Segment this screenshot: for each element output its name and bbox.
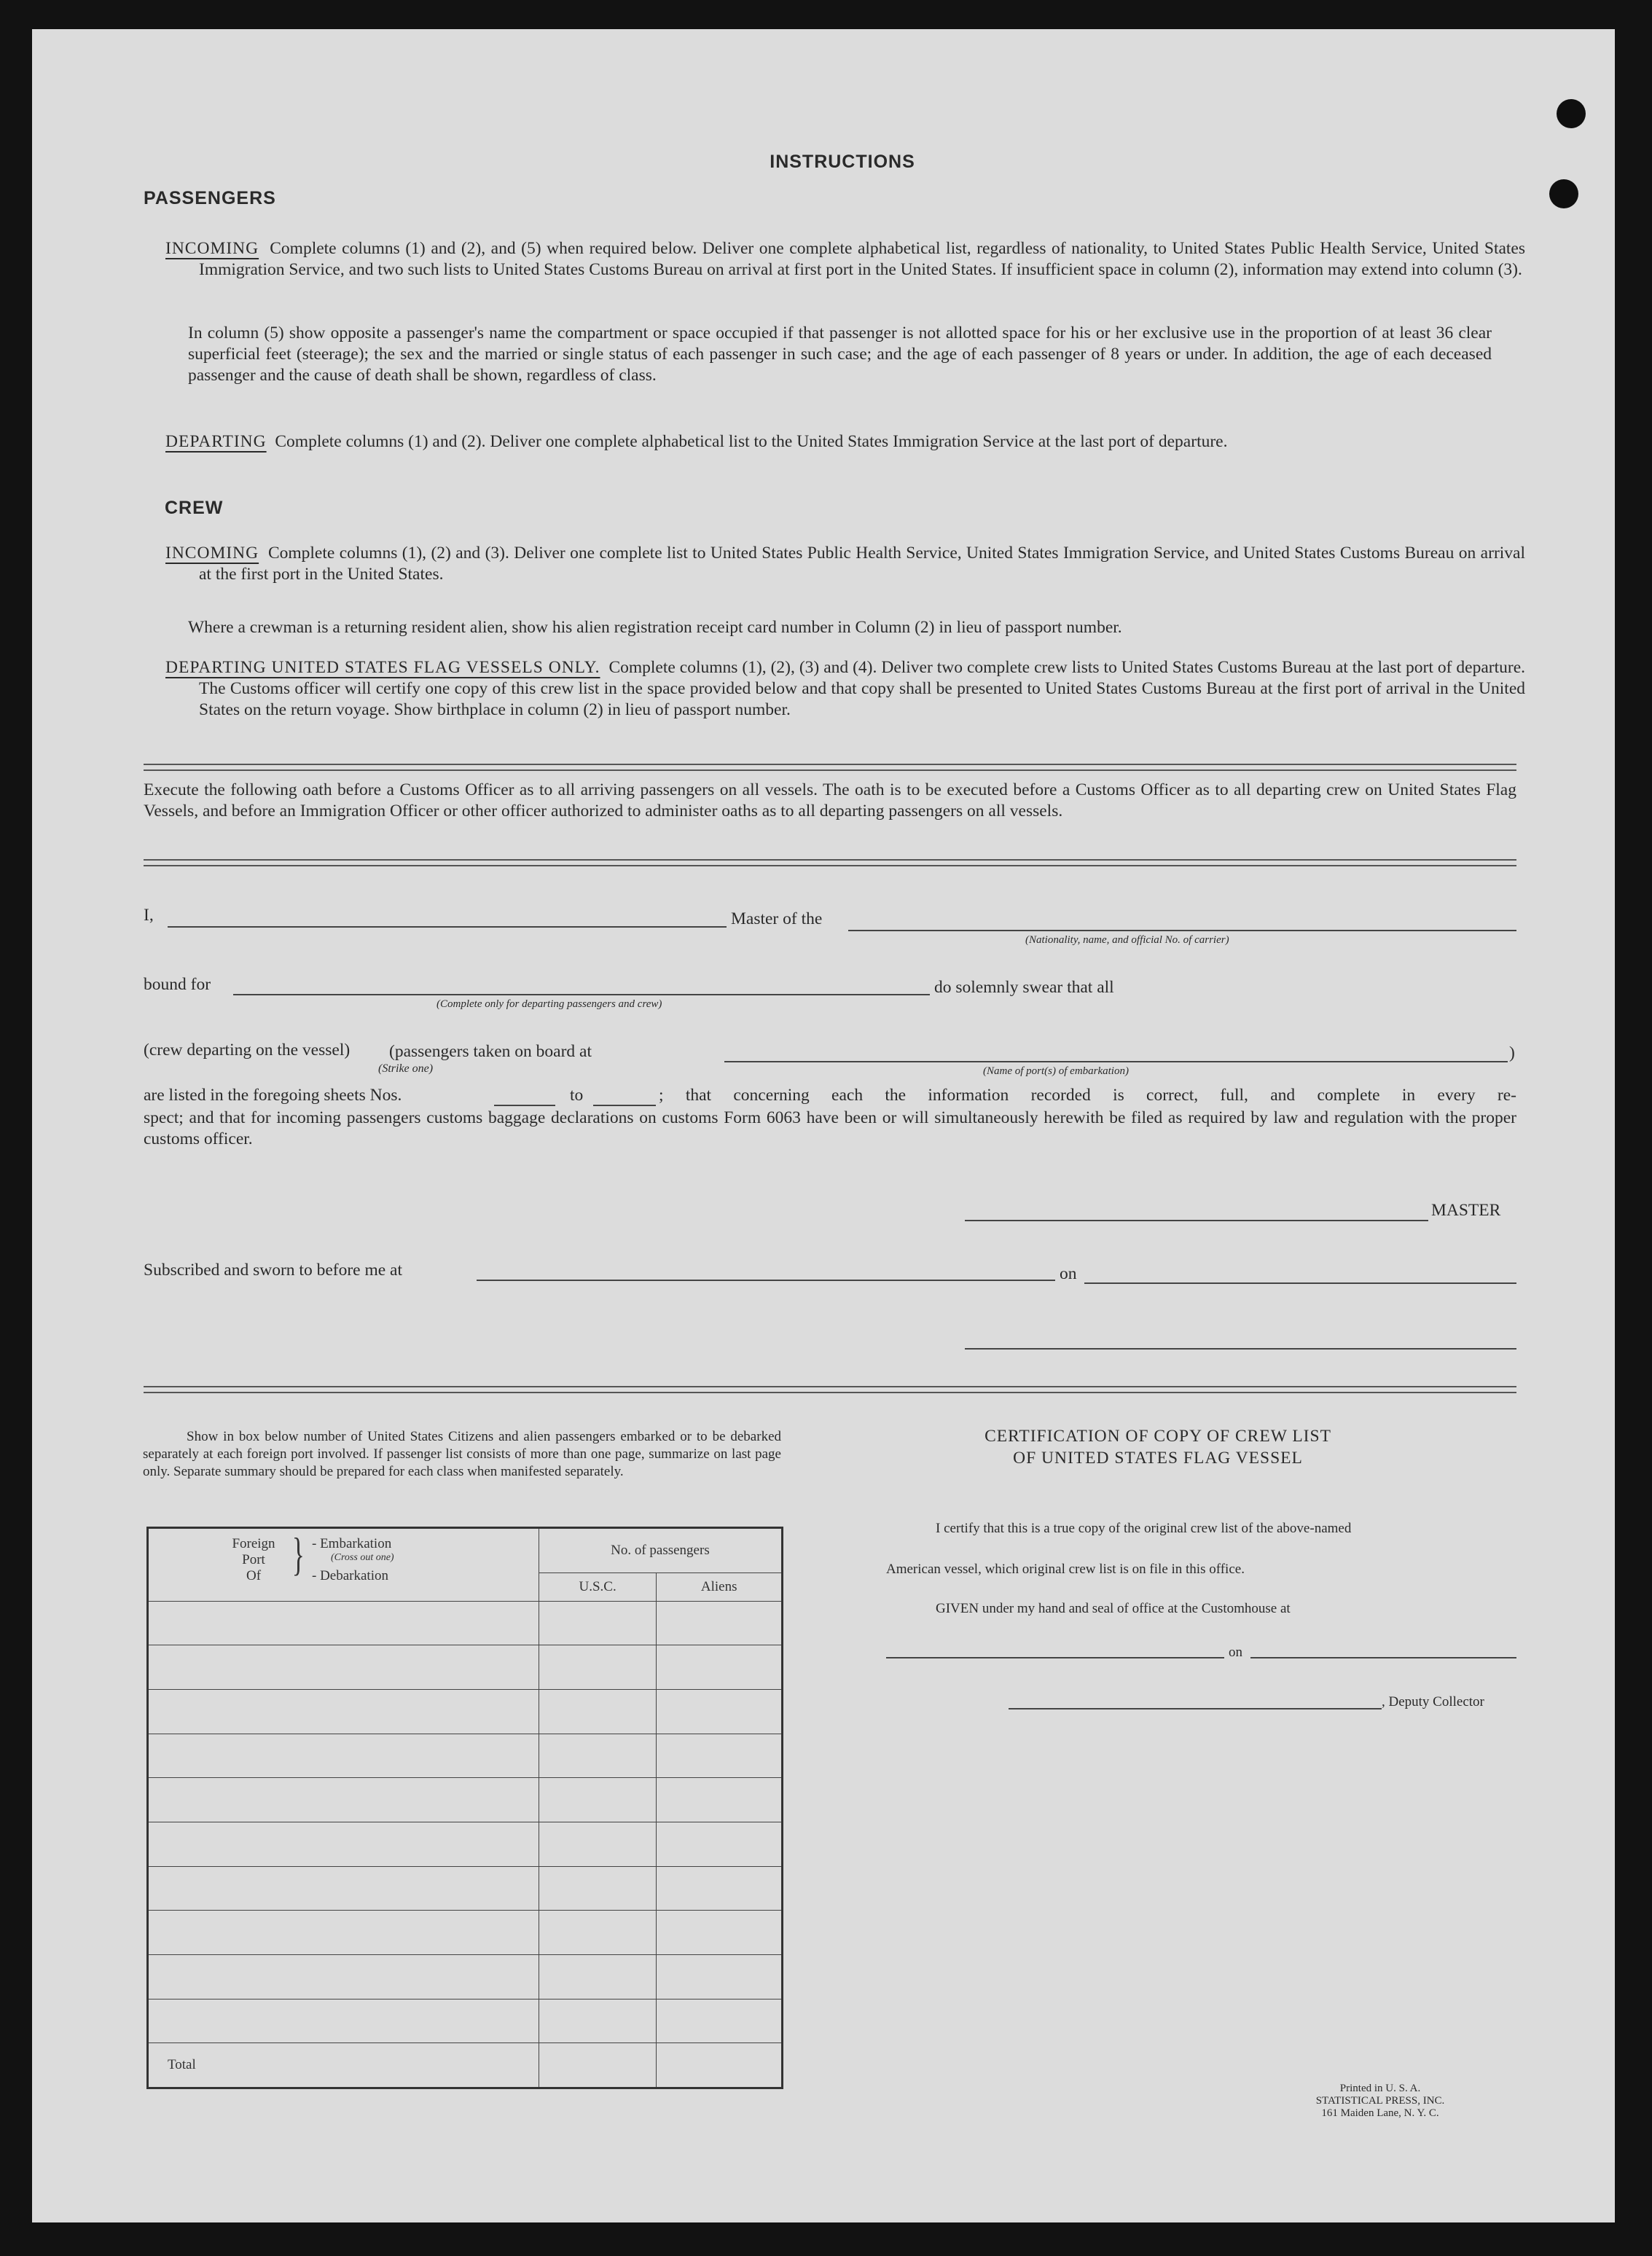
certification-title-line1: CERTIFICATION OF COPY OF CREW LIST — [984, 1427, 1331, 1446]
swear-label: do solemnly swear that all — [934, 978, 1114, 997]
passengers-taken-label: (passengers taken on board at — [389, 1042, 592, 1061]
passengers-incoming-paragraph — [165, 238, 1525, 281]
subscribed-label: Subscribed and sworn to before me at — [144, 1261, 403, 1280]
section-divider — [144, 1386, 1516, 1393]
port-label: Port — [242, 1552, 265, 1567]
officer-signature-field[interactable] — [965, 1348, 1516, 1350]
table-row — [148, 1911, 783, 1955]
passenger-summary-table — [146, 1527, 783, 2089]
crew-departing-label: (crew departing on the vessel) — [144, 1041, 351, 1060]
table-row — [148, 1690, 783, 1734]
punch-hole — [1549, 179, 1578, 208]
foreign-port-header — [148, 1528, 539, 1602]
table-row — [148, 1645, 783, 1690]
passengers-departing-text: Complete columns (1) and (2). Deliver one complete alphabetical list to the United States Immigration Service at the last port of departure. — [275, 432, 1228, 451]
debarkation-label: - Debarkation — [312, 1568, 388, 1583]
passengers-column5-paragraph: In column (5) show opposite a passenger's name the compartment or space occupied if that passenger is not allotted space for his or her exclusive use in the proportion of at least 36 clear superficial feet (steerage); the sex and the married or single status of each passenger in such case; and the age of each passenger of 8 years or under. In addition, the age of each deceased passenger and the cause of death shall be shown, regardless of class. — [188, 324, 1492, 385]
subscribed-date-field[interactable] — [1084, 1282, 1516, 1284]
summary-note: Show in box below number of United States Citizens and alien passengers embarked or to be debarked separately at each foreign port involved. If passenger list consists of more than one page, summarize on last page only. Separate summary should be prepared for each class when manifested separately. — [143, 1429, 781, 1479]
respect-text: spect; and that for incoming passengers customs baggage declarations on customs Form 6063 have been or will simultaneously herewith be filed as required by law and regulation with the proper customs officer. — [144, 1108, 1516, 1148]
passengers-incoming-text: Complete columns (1) and (2), and (5) when required below. Deliver one complete alphabetical list, regardless of nationality, to United States Public Health Service, United States Immigration Service, and two such lists to United States Customs Bureau on arrival at first port in the United States. If insufficient space in column (2), information may extend into column (3). — [199, 239, 1526, 279]
subscribed-place-field[interactable] — [477, 1280, 1055, 1281]
section-divider — [144, 764, 1516, 771]
cross-out-note: (Cross out one) — [331, 1552, 394, 1563]
sheet-to-field[interactable] — [593, 1105, 656, 1106]
embarkation-port-field[interactable] — [724, 1061, 1508, 1062]
crew-departing-lead: DEPARTING UNITED STATES FLAG VESSELS ONLY. — [165, 658, 600, 677]
deputy-signature-field[interactable] — [1009, 1708, 1382, 1709]
carrier-note: (Nationality, name, and official No. of carrier) — [1025, 934, 1229, 946]
certify-line2: American vessel, which original crew list is on file in this office. — [886, 1562, 1245, 1577]
printer-line3: 161 Maiden Lane, N. Y. C. — [1321, 2107, 1439, 2119]
subscribed-on-label: on — [1060, 1264, 1077, 1283]
listed-sheets-label: are listed in the foregoing sheets Nos. — [144, 1086, 402, 1105]
total-label: Total — [148, 2043, 539, 2088]
punch-hole — [1557, 99, 1586, 128]
form-page — [32, 29, 1615, 2222]
section-divider — [144, 859, 1516, 866]
customhouse-field[interactable] — [886, 1657, 1224, 1658]
master-label: MASTER — [1431, 1201, 1501, 1220]
brace-glyph: } — [291, 1528, 305, 1580]
embark-note: (Name of port(s) of embarkation) — [983, 1065, 1129, 1077]
foreign-label: Foreign — [232, 1536, 275, 1551]
instructions-title: INSTRUCTIONS — [770, 152, 915, 172]
printer-imprint — [1271, 2083, 1489, 2120]
certify-line1: I certify that this is a true copy of the original crew list of the above-named — [936, 1521, 1352, 1536]
no-passengers-header: No. of passengers — [539, 1528, 782, 1573]
table-row — [148, 1778, 783, 1822]
crew-heading: CREW — [165, 498, 224, 518]
embarkation-label: - Embarkation — [312, 1536, 392, 1551]
passengers-heading: PASSENGERS — [144, 188, 276, 208]
master-name-field[interactable] — [168, 926, 753, 928]
to-label: to — [570, 1086, 584, 1105]
table-row — [148, 1822, 783, 1867]
printer-line2: STATISTICAL PRESS, INC. — [1315, 2095, 1445, 2107]
oath-i-label: I, — [144, 906, 154, 925]
master-of-the-label: Master of the — [727, 909, 826, 929]
crew-incoming-lead: INCOMING — [165, 544, 259, 563]
crew-departing-text: Complete columns (1), (2), (3) and (4). Deliver two complete crew lists to United States Customs Bureau at the last port of departure. The Customs officer will certify one copy of this crew list in the space provided below and that copy shall be presented to United States Customs Bureau at the first port of arrival in the United States on the return voyage. Show birthplace in column (2) in lieu of passport number. — [199, 658, 1526, 719]
crew-incoming-text: Complete columns (1), (2) and (3). Deliver one complete list to United States Public Health Service, United States Immigration Service, and United States Customs Bureau on arrival at the first port in the United States. — [199, 544, 1526, 584]
bound-for-label: bound for — [144, 975, 211, 994]
crew-departing-paragraph — [165, 657, 1525, 721]
crew-incoming-paragraph — [165, 543, 1525, 585]
bound-note: (Complete only for departing passengers and crew) — [437, 998, 662, 1010]
printer-line1: Printed in U. S. A. — [1339, 2083, 1421, 2094]
correct-text: ; that concerning each the information recorded is correct, full, and complete in every re- — [659, 1086, 1516, 1105]
aliens-header: Aliens — [657, 1572, 783, 1601]
passengers-incoming-lead: INCOMING — [165, 239, 259, 258]
certification-on-label: on — [1229, 1645, 1242, 1660]
table-row — [148, 1601, 783, 1645]
certification-date-field[interactable] — [1250, 1657, 1516, 1658]
carrier-field[interactable] — [848, 930, 1516, 931]
master-signature-field[interactable] — [965, 1220, 1428, 1221]
close-paren: ) — [1509, 1043, 1515, 1062]
given-line: GIVEN under my hand and seal of office at the Customhouse at — [936, 1601, 1291, 1616]
table-row — [148, 1954, 783, 1999]
deputy-collector-label: , Deputy Collector — [1382, 1694, 1484, 1709]
total-row — [148, 2043, 783, 2088]
certification-title — [857, 1425, 1459, 1469]
oath-intro: Execute the following oath before a Customs Officer as to all arriving passengers on all vessels. The oath is to be executed before a Customs Officer as to all departing crew on United States Flag Vessels, and before an Immigration Officer or other officer authorized to administer oaths as to all departing passengers on all vessels. — [144, 780, 1516, 820]
sheet-from-field[interactable] — [494, 1105, 555, 1106]
crew-resident-paragraph: Where a crewman is a returning resident alien, show his alien registration receipt card number in Column (2) in lieu of passport number. — [188, 618, 1122, 637]
passengers-departing-lead: DEPARTING — [165, 432, 267, 451]
of-label: Of — [246, 1568, 262, 1583]
table-row — [148, 1866, 783, 1911]
strike-one-note: (Strike one) — [378, 1062, 434, 1075]
passengers-departing-paragraph — [165, 431, 1525, 453]
bound-for-field[interactable] — [233, 994, 930, 995]
certification-title-line2: OF UNITED STATES FLAG VESSEL — [1013, 1449, 1303, 1468]
usc-header: U.S.C. — [539, 1572, 657, 1601]
table-row — [148, 1999, 783, 2043]
table-row — [148, 1734, 783, 1778]
